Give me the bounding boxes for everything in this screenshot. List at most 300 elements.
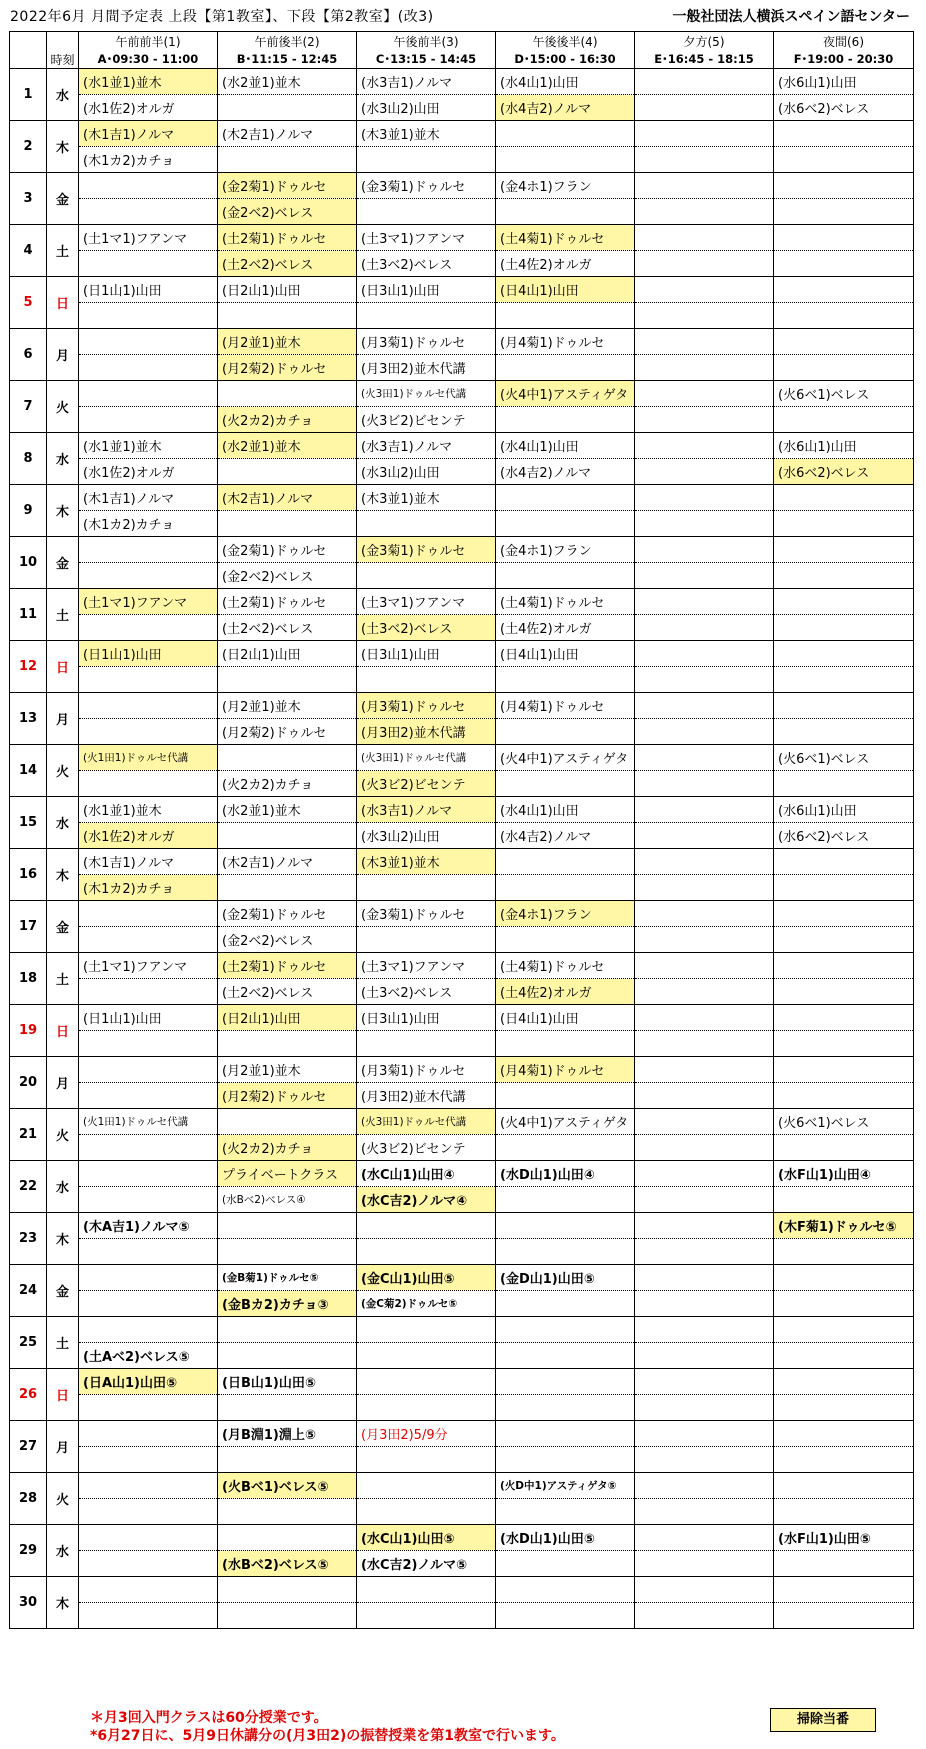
day-row-upper xyxy=(10,1109,914,1135)
day-row-lower xyxy=(10,979,914,1005)
class-cell-room2 xyxy=(79,1083,218,1109)
class-cell-room1: (月3菊1)ドゥルセ xyxy=(357,693,496,719)
class-cell-room1: (日2山1)山田 xyxy=(218,277,357,303)
class-cell-room2: (水1佐2)オルガ xyxy=(79,459,218,485)
class-cell-room1 xyxy=(79,1421,218,1447)
period-header: 午前後半(2) xyxy=(218,32,357,51)
class-cell-room1: (水F山1)山田⑤ xyxy=(774,1525,914,1551)
class-cell-room2 xyxy=(496,1343,635,1369)
class-cell-room1: (土2菊1)ドゥルセ xyxy=(218,589,357,615)
class-cell-room2 xyxy=(79,979,218,1005)
class-cell-room1 xyxy=(218,1577,357,1603)
time-slot: F･19:00 - 20:30 xyxy=(774,50,914,69)
class-cell-room1: (水3吉1)ノルマ xyxy=(357,797,496,823)
weekday: 金 xyxy=(47,173,79,225)
class-cell-room1 xyxy=(218,1525,357,1551)
date-number: 2 xyxy=(10,121,47,173)
date-number: 12 xyxy=(10,641,47,693)
class-cell-room2: (月3田2)並木代講 xyxy=(357,719,496,745)
period-header: 夕方(5) xyxy=(635,32,774,51)
class-cell-room1 xyxy=(218,1317,357,1343)
class-cell-room1 xyxy=(635,1525,774,1551)
day-row-lower xyxy=(10,303,914,329)
class-cell-room1: (火3田1)ドゥルセ代講 xyxy=(357,1109,496,1135)
class-cell-room2 xyxy=(774,667,914,693)
class-cell-room1: (火4中1)アスティゲタ xyxy=(496,745,635,771)
class-cell-room2 xyxy=(496,1031,635,1057)
class-cell-room2 xyxy=(496,407,635,433)
class-cell-room1: (月B淵1)淵上⑤ xyxy=(218,1421,357,1447)
class-cell-room2 xyxy=(635,95,774,121)
class-cell-room2 xyxy=(635,615,774,641)
class-cell-room2 xyxy=(635,459,774,485)
class-cell-room1 xyxy=(774,1577,914,1603)
class-cell-room2 xyxy=(496,719,635,745)
day-row-lower xyxy=(10,147,914,173)
class-cell-room1: (土2菊1)ドゥルセ xyxy=(218,953,357,979)
class-cell-room1: (水6山1)山田 xyxy=(774,433,914,459)
day-row-lower xyxy=(10,459,914,485)
class-cell-room2 xyxy=(357,875,496,901)
class-cell-room1 xyxy=(635,381,774,407)
class-cell-room1 xyxy=(774,225,914,251)
class-cell-room2 xyxy=(79,1031,218,1057)
day-row-upper xyxy=(10,277,914,303)
date-number: 5 xyxy=(10,277,47,329)
class-cell-room2 xyxy=(357,1343,496,1369)
class-cell-room2 xyxy=(496,199,635,225)
class-cell-room1: (火3田1)ドゥルセ代講 xyxy=(357,745,496,771)
class-cell-room1: (土3マ1)フアンマ xyxy=(357,953,496,979)
class-cell-room2 xyxy=(79,1447,218,1473)
class-cell-room2 xyxy=(218,1239,357,1265)
class-cell-room1: (日1山1)山田 xyxy=(79,641,218,667)
class-cell-room1 xyxy=(635,121,774,147)
class-cell-room2 xyxy=(357,927,496,953)
class-cell-room2 xyxy=(496,147,635,173)
class-cell-room2 xyxy=(774,147,914,173)
class-cell-room2: (金Bカ2)カチョ③ xyxy=(218,1291,357,1317)
class-cell-room2: (土4佐2)オルガ xyxy=(496,615,635,641)
weekday: 月 xyxy=(47,329,79,381)
class-cell-room1 xyxy=(635,901,774,927)
day-row-upper xyxy=(10,953,914,979)
day-row-lower xyxy=(10,95,914,121)
class-cell-room2 xyxy=(774,1031,914,1057)
class-cell-room2: (木1カ2)カチョ xyxy=(79,147,218,173)
class-cell-room1 xyxy=(774,641,914,667)
class-cell-room1: (土2菊1)ドゥルセ xyxy=(218,225,357,251)
class-cell-room2 xyxy=(79,719,218,745)
class-cell-room1 xyxy=(774,277,914,303)
class-cell-room1 xyxy=(79,1525,218,1551)
class-cell-room2: (土2ベ2)ベレス xyxy=(218,615,357,641)
date-number: 21 xyxy=(10,1109,47,1161)
time-slot: A･09:30 - 11:00 xyxy=(79,50,218,69)
class-cell-room2 xyxy=(496,1291,635,1317)
class-cell-room1 xyxy=(774,121,914,147)
class-cell-room2 xyxy=(496,1083,635,1109)
class-cell-room1 xyxy=(496,1317,635,1343)
class-cell-room1 xyxy=(218,1213,357,1239)
class-cell-room1: (土4菊1)ドゥルセ xyxy=(496,953,635,979)
footnote: ＊月3回入門クラスは60分授業です。 xyxy=(90,1710,328,1726)
class-cell-room2 xyxy=(218,147,357,173)
class-cell-room1: (金4ホ1)フラン xyxy=(496,173,635,199)
day-row-upper xyxy=(10,693,914,719)
class-cell-room2: (火2カ2)カチョ xyxy=(218,1135,357,1161)
day-row-lower xyxy=(10,355,914,381)
class-cell-room1 xyxy=(79,1577,218,1603)
class-cell-room2 xyxy=(635,927,774,953)
weekday: 土 xyxy=(47,225,79,277)
class-cell-room2: (火3ビ2)ビセンテ xyxy=(357,407,496,433)
day-row-upper xyxy=(10,485,914,511)
class-cell-room2 xyxy=(635,563,774,589)
class-cell-room1 xyxy=(635,953,774,979)
class-cell-room1 xyxy=(635,1161,774,1187)
class-cell-room2: (金2ベ2)ベレス xyxy=(218,927,357,953)
class-cell-room1 xyxy=(79,173,218,199)
class-cell-room1 xyxy=(774,173,914,199)
class-cell-room1 xyxy=(357,1213,496,1239)
period-header-row xyxy=(10,32,914,51)
class-cell-room2 xyxy=(79,1551,218,1577)
class-cell-room1: (日3山1)山田 xyxy=(357,277,496,303)
class-cell-room1: (日4山1)山田 xyxy=(496,1005,635,1031)
day-row-lower xyxy=(10,823,914,849)
day-row-lower xyxy=(10,927,914,953)
class-cell-room2 xyxy=(79,407,218,433)
day-row-upper xyxy=(10,745,914,771)
class-cell-room2 xyxy=(79,303,218,329)
class-cell-room1: (日4山1)山田 xyxy=(496,641,635,667)
date-number: 13 xyxy=(10,693,47,745)
class-cell-room2 xyxy=(357,303,496,329)
class-cell-room1: (火D中1)アスティゲタ⑤ xyxy=(496,1473,635,1499)
class-cell-room2 xyxy=(774,199,914,225)
class-cell-room2: (土4佐2)オルガ xyxy=(496,251,635,277)
class-cell-room1: (水C山1)山田⑤ xyxy=(357,1525,496,1551)
class-cell-room2 xyxy=(496,1499,635,1525)
day-row-upper xyxy=(10,69,914,95)
class-cell-room1: (月3菊1)ドゥルセ xyxy=(357,1057,496,1083)
date-number: 17 xyxy=(10,901,47,953)
class-cell-room1: (水4山1)山田 xyxy=(496,433,635,459)
class-cell-room2 xyxy=(774,1603,914,1629)
weekday: 水 xyxy=(47,1161,79,1213)
class-cell-room1: (木1吉1)ノルマ xyxy=(79,849,218,875)
class-cell-room1 xyxy=(357,1473,496,1499)
class-cell-room1 xyxy=(774,953,914,979)
date-number: 26 xyxy=(10,1369,47,1421)
day-row-lower xyxy=(10,1031,914,1057)
class-cell-room2: (月3田2)並木代講 xyxy=(357,355,496,381)
class-cell-room2 xyxy=(774,355,914,381)
class-cell-room2 xyxy=(635,303,774,329)
day-row-upper xyxy=(10,329,914,355)
weekday: 土 xyxy=(47,953,79,1005)
weekday: 金 xyxy=(47,901,79,953)
class-cell-room1 xyxy=(774,1369,914,1395)
class-cell-room2 xyxy=(357,1031,496,1057)
weekday: 金 xyxy=(47,1265,79,1317)
class-cell-room1: (水6山1)山田 xyxy=(774,69,914,95)
class-cell-room2 xyxy=(496,667,635,693)
day-row-lower xyxy=(10,1551,914,1577)
day-row-lower xyxy=(10,771,914,797)
day-row-lower xyxy=(10,1083,914,1109)
class-cell-room2 xyxy=(218,303,357,329)
date-number: 6 xyxy=(10,329,47,381)
class-cell-room2 xyxy=(218,1499,357,1525)
time-label: 時刻 xyxy=(47,50,79,69)
time-slot: E･16:45 - 18:15 xyxy=(635,50,774,69)
class-cell-room1 xyxy=(635,1317,774,1343)
day-row-upper xyxy=(10,433,914,459)
class-cell-room2 xyxy=(635,1135,774,1161)
class-cell-room2 xyxy=(635,1603,774,1629)
class-cell-room2: (月3田2)並木代講 xyxy=(357,1083,496,1109)
class-cell-room2: (土3ベ2)ベレス xyxy=(357,251,496,277)
class-cell-room1: (日A山1)山田⑤ xyxy=(79,1369,218,1395)
class-cell-room1 xyxy=(635,1577,774,1603)
date-number: 29 xyxy=(10,1525,47,1577)
class-cell-room2: (土3ベ2)ベレス xyxy=(357,979,496,1005)
class-cell-room2 xyxy=(79,251,218,277)
class-cell-room1: (火1田1)ドゥルセ代講 xyxy=(79,745,218,771)
class-cell-room2 xyxy=(79,1239,218,1265)
class-cell-room1: (土1マ1)フアンマ xyxy=(79,589,218,615)
class-cell-room1: (土1マ1)フアンマ xyxy=(79,953,218,979)
day-row-upper xyxy=(10,1265,914,1291)
class-cell-room2: (木1カ2)カチョ xyxy=(79,875,218,901)
day-row-lower xyxy=(10,719,914,745)
class-cell-room2: (水3山2)山田 xyxy=(357,459,496,485)
class-cell-room2 xyxy=(79,199,218,225)
class-cell-room2 xyxy=(635,1291,774,1317)
class-cell-room1 xyxy=(79,381,218,407)
day-row-upper xyxy=(10,1317,914,1343)
class-cell-room2 xyxy=(496,1187,635,1213)
day-row-lower xyxy=(10,511,914,537)
blank-header-cell xyxy=(10,32,47,51)
weekday: 水 xyxy=(47,1525,79,1577)
class-cell-room1: (木1吉1)ノルマ xyxy=(79,485,218,511)
class-cell-room2 xyxy=(635,1083,774,1109)
time-header-row xyxy=(10,50,914,69)
class-cell-room2 xyxy=(218,875,357,901)
class-cell-room1 xyxy=(774,329,914,355)
period-header: 夜間(6) xyxy=(774,32,914,51)
weekday: 月 xyxy=(47,1057,79,1109)
day-row-upper xyxy=(10,1161,914,1187)
class-cell-room1: (木2吉1)ノルマ xyxy=(218,485,357,511)
day-row-upper xyxy=(10,1213,914,1239)
class-cell-room2 xyxy=(774,1551,914,1577)
class-cell-room1 xyxy=(635,69,774,95)
date-number: 10 xyxy=(10,537,47,589)
class-cell-room1: (日B山1)山田⑤ xyxy=(218,1369,357,1395)
class-cell-room1: (水4山1)山田 xyxy=(496,797,635,823)
class-cell-room1 xyxy=(496,849,635,875)
class-cell-room1 xyxy=(774,1057,914,1083)
weekday: 金 xyxy=(47,537,79,589)
class-cell-room2 xyxy=(218,1343,357,1369)
class-cell-room1: (水2並1)並木 xyxy=(218,69,357,95)
class-cell-room2: (木1カ2)カチョ xyxy=(79,511,218,537)
class-cell-room1 xyxy=(774,485,914,511)
day-row-upper xyxy=(10,849,914,875)
class-cell-room1 xyxy=(635,797,774,823)
class-cell-room2: (水3山2)山田 xyxy=(357,823,496,849)
date-number: 15 xyxy=(10,797,47,849)
class-cell-room2: (火3ビ2)ビセンテ xyxy=(357,1135,496,1161)
class-cell-room1 xyxy=(496,485,635,511)
class-cell-room2 xyxy=(79,1395,218,1421)
class-cell-room2 xyxy=(774,1083,914,1109)
class-cell-room1 xyxy=(774,901,914,927)
day-row-lower xyxy=(10,1343,914,1369)
class-cell-room1 xyxy=(635,641,774,667)
page-title: 2022年6月 月間予定表 上段【第1教室】、下段【第2教室】(改3) xyxy=(10,9,434,25)
class-cell-room1 xyxy=(774,537,914,563)
class-cell-room1: (金4ホ1)フラン xyxy=(496,537,635,563)
weekday: 水 xyxy=(47,797,79,849)
class-cell-room1 xyxy=(79,1317,218,1343)
class-cell-room1 xyxy=(774,1317,914,1343)
class-cell-room1 xyxy=(635,1057,774,1083)
class-cell-room2 xyxy=(357,667,496,693)
class-cell-room2 xyxy=(496,875,635,901)
class-cell-room2 xyxy=(635,1499,774,1525)
class-cell-room1: (月4菊1)ドゥルセ xyxy=(496,693,635,719)
date-number: 7 xyxy=(10,381,47,433)
class-cell-room2 xyxy=(635,823,774,849)
blank-header-cell xyxy=(47,32,79,51)
class-cell-room1 xyxy=(635,433,774,459)
date-number: 9 xyxy=(10,485,47,537)
class-cell-room2 xyxy=(774,303,914,329)
date-number: 22 xyxy=(10,1161,47,1213)
time-slot: C･13:15 - 14:45 xyxy=(357,50,496,69)
class-cell-room1 xyxy=(79,693,218,719)
date-number: 25 xyxy=(10,1317,47,1369)
class-cell-room2: (水1佐2)オルガ xyxy=(79,823,218,849)
class-cell-room2 xyxy=(635,1187,774,1213)
class-cell-room1 xyxy=(79,537,218,563)
class-cell-room1: (金2菊1)ドゥルセ xyxy=(218,901,357,927)
class-cell-room2 xyxy=(635,979,774,1005)
class-cell-room1: (水C山1)山田④ xyxy=(357,1161,496,1187)
class-cell-room2 xyxy=(774,1343,914,1369)
class-cell-room1: (水1並1)並木 xyxy=(79,69,218,95)
class-cell-room1: (土1マ1)フアンマ xyxy=(79,225,218,251)
class-cell-room1 xyxy=(774,1421,914,1447)
class-cell-room2: (火2カ2)カチョ xyxy=(218,771,357,797)
class-cell-room2 xyxy=(218,1395,357,1421)
class-cell-room1 xyxy=(79,329,218,355)
class-cell-room1 xyxy=(218,1109,357,1135)
class-cell-room1 xyxy=(635,329,774,355)
class-cell-room2 xyxy=(496,511,635,537)
day-row-lower xyxy=(10,1603,914,1629)
date-number: 23 xyxy=(10,1213,47,1265)
class-cell-room2 xyxy=(79,355,218,381)
class-cell-room1 xyxy=(635,1213,774,1239)
class-cell-room1: (水3吉1)ノルマ xyxy=(357,433,496,459)
class-cell-room1: (水D山1)山田④ xyxy=(496,1161,635,1187)
day-row-lower xyxy=(10,1499,914,1525)
class-cell-room2 xyxy=(774,1291,914,1317)
organization-name: 一般社団法人横浜スペイン語センター xyxy=(672,9,910,25)
class-cell-room2 xyxy=(635,1343,774,1369)
class-cell-room1 xyxy=(79,1057,218,1083)
class-cell-room2 xyxy=(218,1603,357,1629)
class-cell-room2 xyxy=(635,875,774,901)
date-number: 4 xyxy=(10,225,47,277)
class-cell-room2 xyxy=(496,1395,635,1421)
day-row-lower xyxy=(10,1135,914,1161)
day-row-upper xyxy=(10,225,914,251)
class-cell-room2 xyxy=(496,1239,635,1265)
day-row-lower xyxy=(10,1239,914,1265)
class-cell-room1 xyxy=(635,1109,774,1135)
class-cell-room2 xyxy=(79,1187,218,1213)
class-cell-room1: (月2並1)並木 xyxy=(218,1057,357,1083)
class-cell-room1: (金3菊1)ドゥルセ xyxy=(357,173,496,199)
class-cell-room2 xyxy=(79,615,218,641)
class-cell-room2: (水6ベ2)ベレス xyxy=(774,95,914,121)
class-cell-room2 xyxy=(635,199,774,225)
class-cell-room2 xyxy=(357,563,496,589)
class-cell-room2 xyxy=(496,563,635,589)
class-cell-room2: (水1佐2)オルガ xyxy=(79,95,218,121)
class-cell-room2: (水Bベ2)ベレス④ xyxy=(218,1187,357,1213)
class-cell-room2 xyxy=(635,251,774,277)
time-slot: D･15:00 - 16:30 xyxy=(496,50,635,69)
class-cell-room2: (水C吉2)ノルマ④ xyxy=(357,1187,496,1213)
day-row-upper xyxy=(10,901,914,927)
class-cell-room1 xyxy=(218,381,357,407)
day-row-upper xyxy=(10,1421,914,1447)
class-cell-room2 xyxy=(774,615,914,641)
class-cell-room2 xyxy=(774,1239,914,1265)
class-cell-room2: (土2ベ2)ベレス xyxy=(218,251,357,277)
class-cell-room2 xyxy=(357,199,496,225)
class-cell-room1 xyxy=(635,589,774,615)
period-header: 午後前半(3) xyxy=(357,32,496,51)
day-row-upper xyxy=(10,537,914,563)
class-cell-room1 xyxy=(774,589,914,615)
period-header: 午前前半(1) xyxy=(79,32,218,51)
class-cell-room1 xyxy=(635,1421,774,1447)
time-slot: B･11:15 - 12:45 xyxy=(218,50,357,69)
day-row-upper xyxy=(10,1473,914,1499)
class-cell-room1 xyxy=(635,693,774,719)
class-cell-room2 xyxy=(635,1551,774,1577)
weekday: 月 xyxy=(47,1421,79,1473)
class-cell-room1: (木1吉1)ノルマ xyxy=(79,121,218,147)
class-cell-room1: (金2菊1)ドゥルセ xyxy=(218,537,357,563)
day-row-lower xyxy=(10,563,914,589)
weekday: 日 xyxy=(47,641,79,693)
day-row-upper xyxy=(10,1005,914,1031)
class-cell-room1 xyxy=(218,745,357,771)
class-cell-room1: (金3菊1)ドゥルセ xyxy=(357,537,496,563)
class-cell-room2 xyxy=(496,1551,635,1577)
class-cell-room1 xyxy=(635,173,774,199)
